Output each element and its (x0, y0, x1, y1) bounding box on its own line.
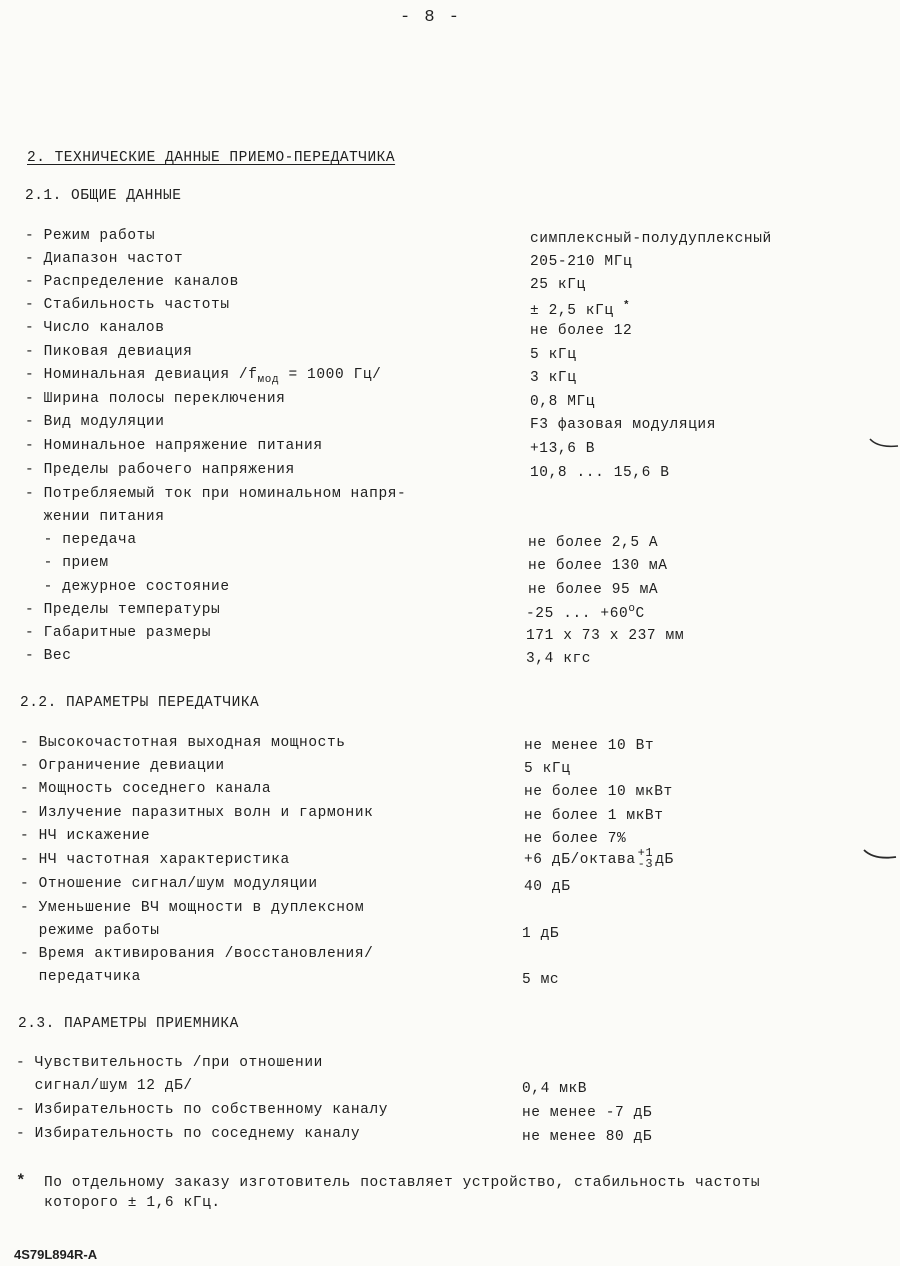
spec-value: F3 фазовая модуляция (530, 417, 717, 433)
spec-value: 171 x 73 x 237 мм (526, 628, 685, 644)
footnote-mark: * (623, 300, 631, 312)
spec-value: 10,8 ... 15,6 В (530, 465, 670, 481)
page-number: - 8 - (400, 8, 462, 27)
spec-label: - Пределы рабочего напряжения (25, 462, 295, 478)
spec-label: - Ограничение девиации (20, 758, 225, 774)
spec-value: -25 ... $+60^oC$ (526, 603, 645, 622)
footnote-asterisk: * (16, 1172, 26, 1190)
footnote-line-1: По отдельному заказу изготовитель поставляет устройство, стабильность частоты (44, 1175, 761, 1191)
spec-value: 5 кГц (524, 761, 571, 777)
spec-label: передатчика (20, 969, 141, 985)
spec-label: жении питания (25, 509, 165, 525)
spec-label: - Время активирования /восстановления/ (20, 946, 374, 962)
spec-value: 0,8 МГц (530, 394, 596, 410)
spec-label: - прием (25, 555, 109, 571)
margin-bracket-mark (868, 436, 900, 452)
spec-value: не более 95 мА (528, 582, 659, 598)
spec-value: не менее 80 дБ (522, 1129, 653, 1145)
spec-label: - дежурное состояние (25, 579, 230, 595)
spec-label: - Потребляемый ток при номинальном напря- (25, 486, 407, 502)
spec-label: - Число каналов (25, 320, 165, 336)
spec-value: 205-210 МГц (530, 254, 633, 270)
receiver-heading: 2.3. ПАРАМЕТРЫ ПРИЕМНИКА (18, 1016, 239, 1032)
spec-label: - НЧ частотная характеристика (20, 852, 290, 868)
spec-label: - передача (25, 532, 137, 548)
document-id: 4S79L894R-A (14, 1247, 98, 1262)
spec-value: 3 кГц (530, 370, 577, 386)
section-title: 2. ТЕХНИЧЕСКИЕ ДАННЫЕ ПРИЕМО-ПЕРЕДАТЧИКА (27, 150, 396, 166)
spec-label: - Избирательность по собственному каналу (16, 1102, 389, 1118)
transmitter-heading: 2.2. ПАРАМЕТРЫ ПЕРЕДАТЧИКА (20, 695, 260, 711)
spec-label: - Номинальное напряжение питания (25, 438, 323, 454)
spec-label: - Пределы температуры (25, 602, 221, 618)
spec-value: 1 дБ (522, 926, 560, 942)
spec-label: - НЧ искажение (20, 828, 151, 844)
spec-label: - Стабильность частоты (25, 297, 230, 313)
spec-label: - Излучение паразитных волн и гармоник (20, 805, 374, 821)
spec-label: режиме работы (20, 923, 160, 939)
spec-value: 40 дБ (524, 879, 571, 895)
spec-value: не более 2,5 А (528, 535, 659, 551)
footnote-line-2: которого ± 1,6 кГц. (44, 1195, 221, 1211)
tolerance-fraction: +1 -3 (637, 846, 654, 871)
spec-label: - Диапазон частот (25, 251, 184, 267)
spec-label: - Габаритные размеры (25, 625, 212, 641)
spec-value: 0,4 мкВ (522, 1081, 588, 1097)
spec-value: +6 дБ/октава +1 -3 дБ (524, 846, 674, 871)
spec-label: - Вид модуляции (25, 414, 165, 430)
general-heading: 2.1. ОБЩИЕ ДАННЫЕ (25, 188, 182, 204)
spec-label: - Пиковая девиация (25, 344, 193, 360)
spec-value: +13,6 В (530, 441, 596, 457)
spec-value: не более 10 мкВт (524, 784, 673, 800)
spec-label: - Чувствительность /при отношении (16, 1055, 323, 1071)
spec-value: 5 кГц (530, 347, 577, 363)
spec-label: - Распределение каналов (25, 274, 239, 290)
spec-value: не более 1 мкВт (524, 808, 664, 824)
spec-label: - Уменьшение ВЧ мощности в дуплексном (20, 900, 365, 916)
spec-value: ± 2,5 кГц * (530, 300, 631, 319)
spec-value: 5 мс (522, 972, 560, 988)
spec-label: сигнал/шум 12 дБ/ (16, 1078, 193, 1094)
spec-value: не менее -7 дБ (522, 1105, 653, 1121)
spec-label: - Номинальная девиация $/f_{мод} = 1000$ Гц/ (25, 367, 382, 386)
spec-label: - Вес (25, 648, 72, 664)
spec-label: - Мощность соседнего канала (20, 781, 272, 797)
spec-label: - Высокочастотная выходная мощность (20, 735, 346, 751)
spec-value: 3,4 кгс (526, 651, 592, 667)
spec-label: - Отношение сигнал/шум модуляции (20, 876, 318, 892)
spec-value: не более 130 мА (528, 558, 668, 574)
spec-label: - Избирательность по соседнему каналу (16, 1126, 361, 1142)
spec-value: не менее 10 Вт (524, 738, 655, 754)
spec-value: не более 7% (524, 831, 627, 847)
margin-bracket-mark (862, 846, 898, 864)
spec-label: - Ширина полосы переключения (25, 391, 286, 407)
spec-value: 25 кГц (530, 277, 586, 293)
spec-value: симплексный-полудуплексный (530, 231, 772, 247)
spec-label: - Режим работы (25, 228, 156, 244)
spec-value: не более 12 (530, 323, 633, 339)
